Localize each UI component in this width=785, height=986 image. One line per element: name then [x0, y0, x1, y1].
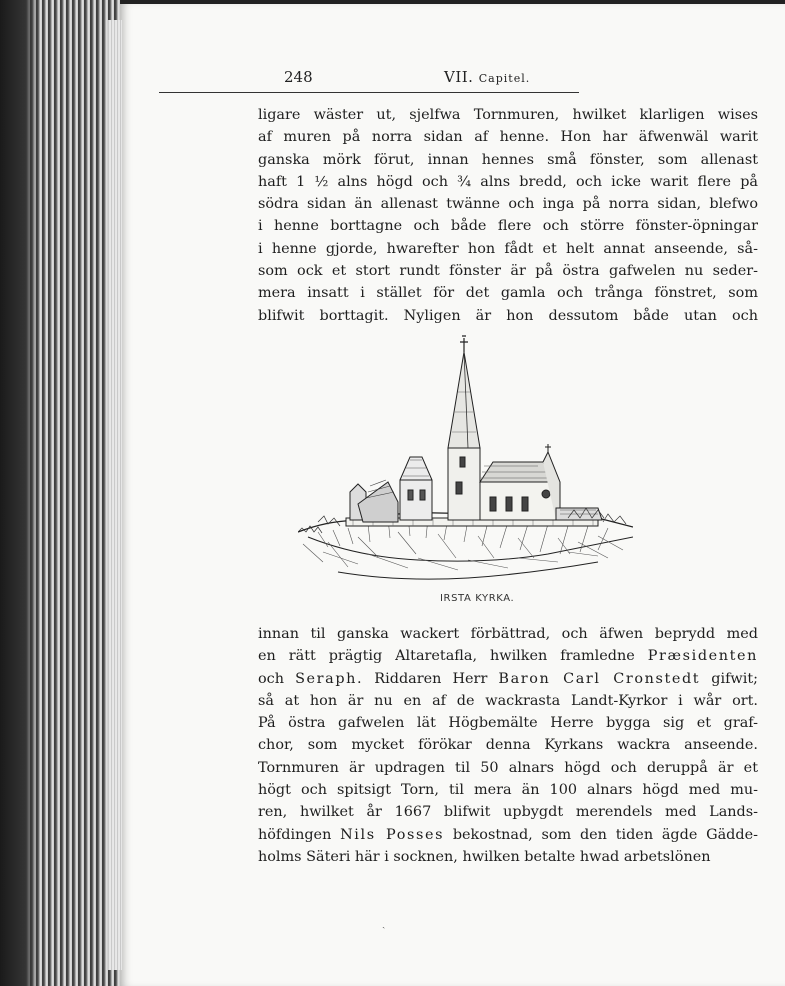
text-line: chor, som mycket förökar denna Kyrkans wackra anseende.: [258, 737, 758, 754]
ink-fleck: ˏ: [382, 918, 386, 929]
text-line: På östra gafwelen lät Högbemälte Herre bygga sig et graf-: [258, 715, 758, 732]
text-fragment: höfdingen: [258, 826, 341, 843]
text-line: haft 1 ½ alns högd och ¾ alns bredd, och icke warit flere på: [258, 173, 758, 190]
text-fragment: Riddaren Herr: [363, 670, 499, 687]
chapter-title: [444, 68, 530, 86]
text-line: så at hon är nu en af de wackrasta Landt-Kyrkor i wår ort.: [258, 692, 758, 709]
text-line: högt och spitsigt Torn, til mera än 100 alnars högd med mu-: [258, 782, 758, 799]
paragraph-bottom: [258, 623, 758, 868]
illustration-caption: IRSTA KYRKA.: [440, 593, 515, 604]
spaced-name: Nils Posses: [340, 826, 445, 843]
text-line: södra sidan än allenast twänne och inga på norra sidan, blefwo: [258, 196, 758, 213]
spaced-name: Seraph.: [295, 670, 364, 687]
chapter-numeral: VII.: [444, 68, 474, 86]
text-line: i henne gjorde, hwarefter hon fådt et helt annat anseende, så-: [258, 240, 758, 257]
text-line: innan til ganska wackert förbättrad, och äfwen beprydd med: [258, 626, 758, 642]
paragraph-top: [258, 104, 758, 327]
page-number: 248: [284, 68, 313, 86]
spaced-name: Baron Carl Cronstedt: [498, 670, 701, 687]
text-fragment: en rätt prägtig Altaretafla, hwilken framledne: [258, 648, 648, 665]
text-line: som ock et stort rundt fönster är på östra gafwelen nu seder-: [258, 263, 758, 280]
spaced-name: Præsidenten: [647, 648, 758, 665]
text-line: ren, hwilket år 1667 blifwit upbygdt merendels med Lands-: [258, 804, 758, 821]
church-illustration: [298, 332, 633, 592]
text-line: ganska mörk förut, innan hennes små fönster, som allenast: [258, 151, 758, 168]
text-line: af muren på norra sidan af henne. Hon har äfwenwäl warit: [258, 129, 758, 146]
text-line: blifwit borttagit. Nyligen är hon dessutom både utan och: [258, 307, 758, 324]
text-fragment: gifwit;: [700, 670, 758, 687]
text-fragment: bekostnad, som den tiden ägde Gädde-: [444, 826, 758, 843]
running-head: [159, 68, 579, 93]
text-line: ligare wäster ut, sjelfwa Tornmuren, hwilket klarligen wises: [258, 107, 758, 123]
text-line: [258, 824, 758, 846]
text-fragment: och: [258, 670, 296, 687]
text-line: mera insatt i stället för det gamla och trånga fönstret, som: [258, 285, 758, 302]
text-line: i henne borttagne och både flere och större fönster-öpningar: [258, 218, 758, 235]
page-stack-lines: [108, 20, 122, 970]
text-line: [258, 645, 758, 667]
book-spine-shadow: [0, 0, 40, 986]
chapter-word: Capitel.: [478, 72, 531, 85]
text-line: holms Säteri här i socknen, hwilken betalte hwad arbetslönen: [258, 848, 711, 865]
text-line: [258, 668, 758, 690]
text-line: Tornmuren är updragen til 50 alnars högd och deruppå är et: [258, 759, 758, 776]
